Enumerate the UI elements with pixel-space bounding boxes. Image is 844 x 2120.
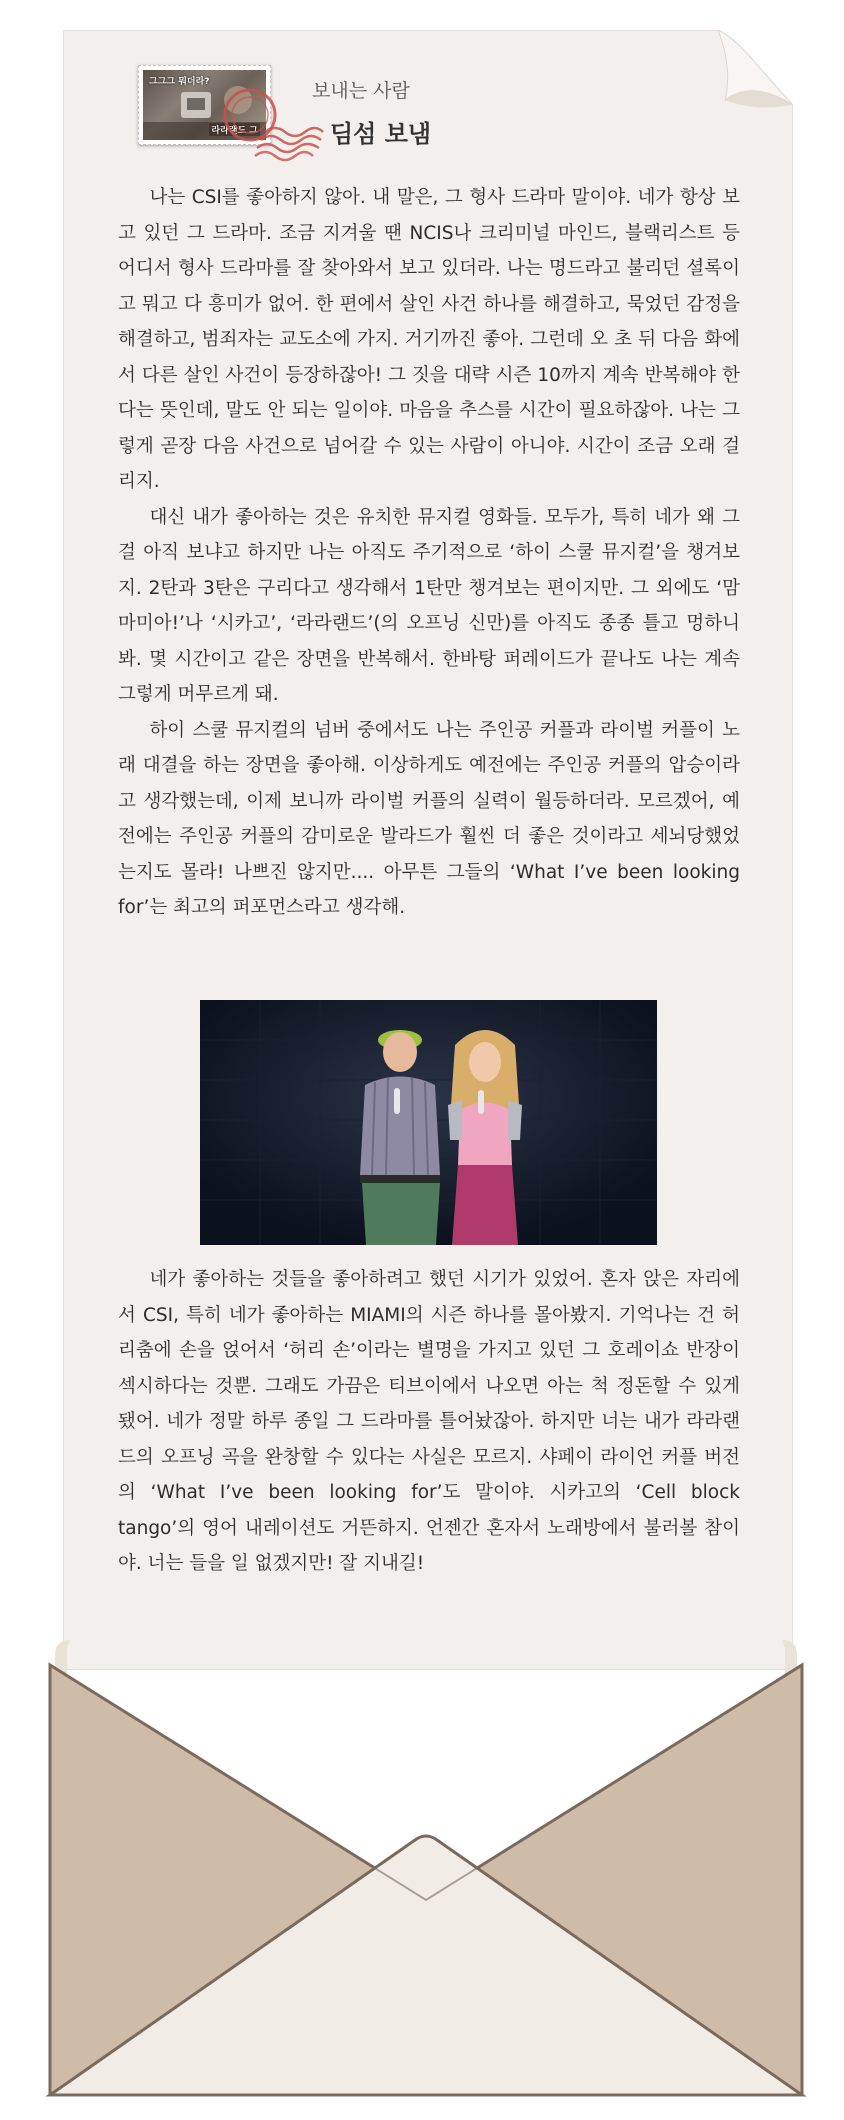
sender-name: 딤섬 보냄 <box>330 120 432 148</box>
folded-corner <box>700 30 800 120</box>
postmark-icon <box>215 80 325 165</box>
stamp-caption-bottom: 라라랜드 그 <box>209 123 260 136</box>
letter-paragraph: 하이 스쿨 뮤지컬의 넘버 중에서도 나는 주인공 커플과 라이벌 커플이 노래 대결을 하는 장면을 좋아해. 이상하게도 예전에는 주인공 커플의 압승이라고 생각했는데, 이제 보니까 라이벌 커플의 실력이 월등하더라. 모르겠어, 예전에는 주인공 커플의 감미로운 발라드가 훨씬 더 좋은 것이라고 세뇌당했었는지도 몰라! 나쁘진 않지만.... 아무튼 그들의 ‘What I’ve been looking for’는 최고의 퍼포먼스라고 생각해. <box>118 719 740 918</box>
envelope <box>45 1640 807 2100</box>
female-singer <box>448 1030 522 1245</box>
letter-paragraph: 대신 내가 좋아하는 것은 유치한 뮤지컬 영화들. 모두가, 특히 네가 왜 그걸 아직 보냐고 하지만 나는 아직도 주기적으로 ‘하이 스쿨 뮤지컬’을 챙겨보지. 2탄과 3탄은 구리다고 생각해서 1탄만 챙겨보는 편이지만. 그 외에도 ‘맘마미아!’나 ‘시카고’, ‘라라랜드’(의 오프닝 신만)를 아직도 종종 틀고 멍하니 봐. 몇 시간이고 같은 장면을 반복해서. 한바탕 퍼레이드가 끝나도 나는 계속 그렇게 머무르게 돼. <box>118 506 740 705</box>
letter-body-top <box>118 180 740 926</box>
letter-body-bottom <box>118 1262 740 1582</box>
sender-label: 보내는 사람 <box>312 80 410 102</box>
musical-scene-photo <box>200 1000 657 1245</box>
stamp-caption-top: 그그그 뭐더라? <box>149 77 210 87</box>
letter-paragraph: 나는 CSI를 좋아하지 않아. 내 말은, 그 형사 드라마 말이야. 네가 항상 보고 있던 그 드라마. 조금 지겨울 땐 NCIS나 크리미널 마인드, 블랙리스트 등 어디서 형사 드라마를 잘 찾아와서 보고 있더라. 나는 명드라고 불리던 셜록이고 뭐고 다 흥미가 없어. 한 편에서 살인 사건 하나를 해결하고, 묵었던 감정을 해결하고, 범죄자는 교도소에 가지. 거기까진 좋아. 그런데 오 초 뒤 다음 화에서 다른 살인 사건이 등장하잖아! 그 짓을 대략 시즌 10까지 계속 반복해야 한다는 뜻인데, 말도 안 되는 일이야. 마음을 추스를 시간이 필요하잖아. 나는 그렇게 곧장 다음 사건으로 넘어갈 수 있는 사람이 아니야. 시간이 조금 오래 걸리지. <box>118 187 740 492</box>
letter-paragraph: 네가 좋아하는 것들을 좋아하려고 했던 시기가 있었어. 혼자 앉은 자리에서 CSI, 특히 네가 좋아하는 MIAMI의 시즌 하나를 몰아봤지. 기억나는 건 허리춤에 손을 얹어서 ‘허리 손’이라는 별명을 가지고 있던 그 호레이쇼 반장이 섹시하다는 것뿐. 그래도 가끔은 티브이에서 나오면 아는 척 정돈할 수 있게 됐어. 네가 정말 하루 종일 그 드라마를 틀어놨잖아. 하지만 너는 내가 라라랜드의 오프닝 곡을 완창할 수 있다는 사실은 모르지. 샤페이 라이언 커플 버전의 ‘What I’ve been looking for’도 말이야. 시카고의 ‘Cell block tango’의 영어 내레이션도 거뜬하지. 언젠간 혼자서 노래방에서 불러볼 참이야. 너는 들을 일 없겠지만! 잘 지내길! <box>118 1269 740 1574</box>
